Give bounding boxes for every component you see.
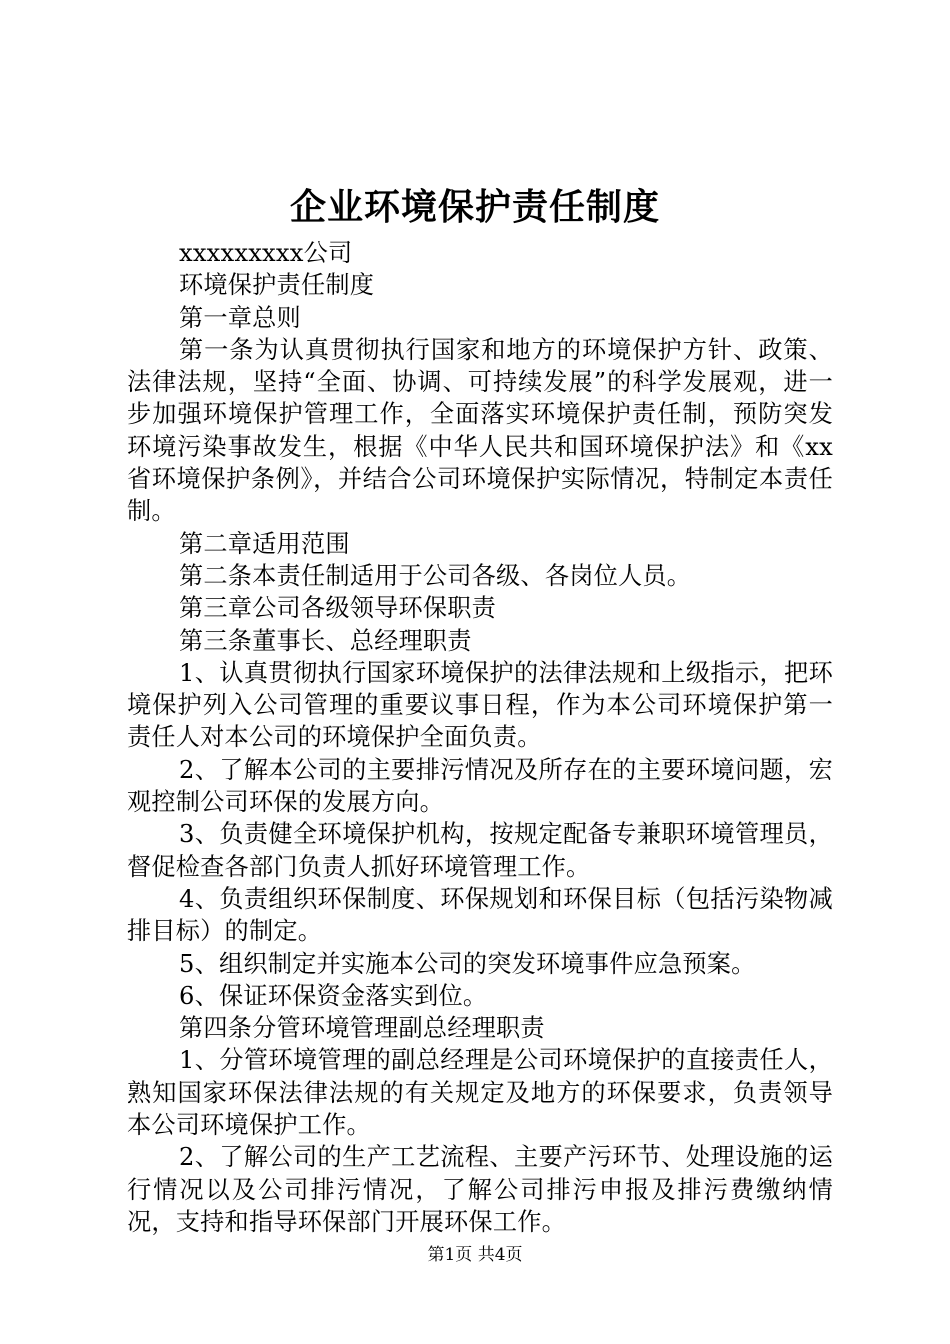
page-title: 企业环境保护责任制度 bbox=[289, 187, 660, 228]
article-paragraph: 第二条本责任制适用于公司各级、各岗位人员。 bbox=[179, 561, 692, 590]
list-item: 2、了解本公司的主要排污情况及所存在的主要环境问题，宏观控制公司环保的发展方向。 bbox=[127, 755, 833, 817]
chapter-heading: 第一章总则 bbox=[179, 303, 301, 332]
article-heading: 第四条分管环境管理副总经理职责 bbox=[179, 1014, 545, 1043]
chapter-heading: 第三章公司各级领导环保职责 bbox=[179, 594, 497, 623]
list-item: 3、负责健全环境保护机构，按规定配备专兼职环境管理员，督促检查各部门负责人抓好环境管理工作。 bbox=[127, 820, 833, 881]
page-footer: 第1页 共4页 bbox=[427, 1245, 523, 1265]
list-item: 5、组织制定并实施本公司的突发环境事件应急预案。 bbox=[179, 949, 756, 978]
list-item: 2、了解公司的生产工艺流程、主要产污环节、处理设施的运行情况以及公司排污情况，了解公司排污申报及排污费缴纳情况，支持和指导环保部门开展环保工作。 bbox=[127, 1143, 833, 1236]
list-item: 1、分管环境管理的副总经理是公司环境保护的直接责任人，熟知国家环保法律法规的有关规定及地方的环保要求，负责领导本公司环境保护工作。 bbox=[127, 1046, 833, 1140]
chapter-heading: 第二章适用范围 bbox=[179, 529, 350, 558]
subtitle-line: 环境保护责任制度 bbox=[179, 271, 375, 300]
list-item: 1、认真贯彻执行国家环境保护的法律法规和上级指示，把环境保护列入公司管理的重要议事日程，作为本公司环境保护第一责任人对本公司的环境保护全面负责。 bbox=[127, 658, 833, 752]
list-item: 6、保证环保资金落实到位。 bbox=[179, 981, 488, 1010]
document-body bbox=[127, 237, 833, 1238]
article-heading: 第三条董事长、总经理职责 bbox=[179, 626, 472, 655]
article-paragraph: 第一条为认真贯彻执行国家和地方的环境保护方针、政策、法律法规，坚持“全面、协调、可持续发展”的科学发展观，进一步加强环境保护管理工作，全面落实环境保护责任制，预防突发环境污染事故发生，根据《中华人民共和国环境保护法》和《xx省环境保护条例》，并结合公司环境保护实际情况，特制定本责任制。 bbox=[127, 335, 833, 526]
company-name-line: xxxxxxxxx公司 bbox=[179, 239, 353, 267]
list-item: 4、负责组织环保制度、环保规划和环保目标（包括污染物减排目标）的制定。 bbox=[127, 884, 833, 946]
